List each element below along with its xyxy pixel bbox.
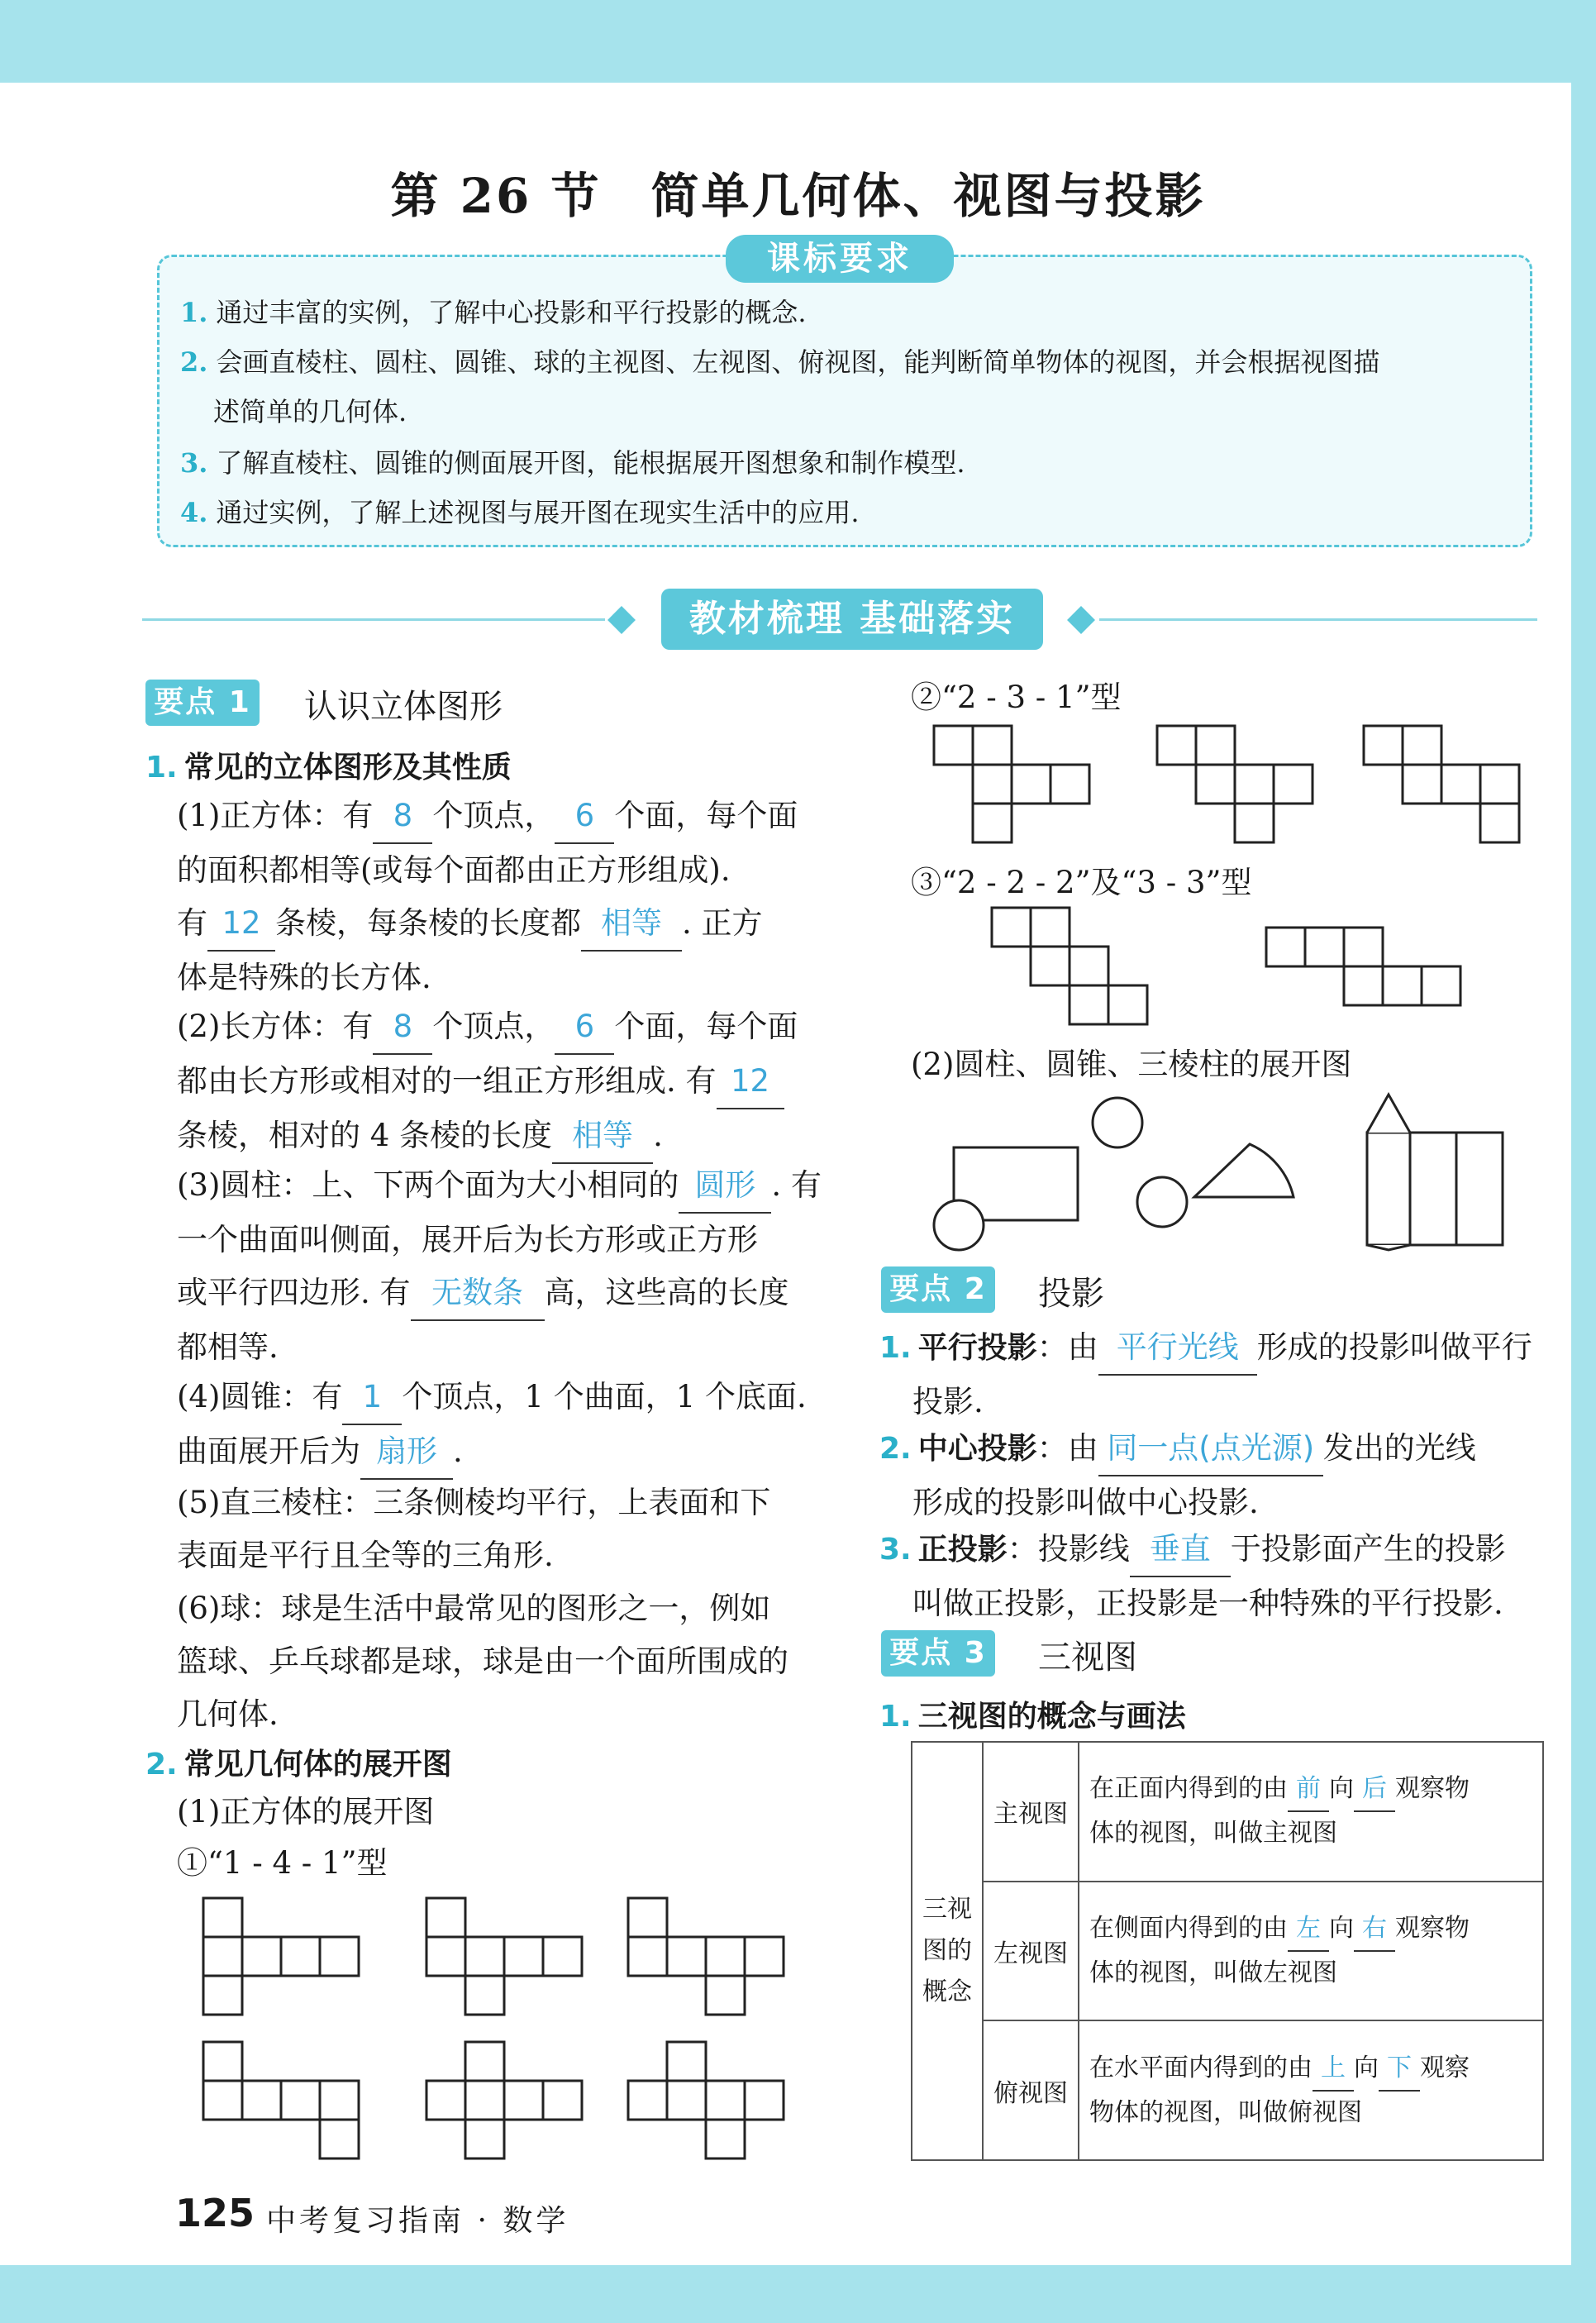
cube-net bbox=[1364, 726, 1519, 842]
cube-net bbox=[203, 1898, 359, 2015]
page-frame-top bbox=[0, 0, 1596, 83]
requirement-item: 1. 通过丰富的实例，了解中心投影和平行投影的概念. bbox=[180, 297, 807, 328]
table-view-name: 俯视图 bbox=[983, 2020, 1079, 2160]
keypoint-title-1: 认识立体图形 bbox=[304, 688, 503, 726]
divider-line bbox=[1099, 618, 1537, 621]
sphere-text: (6)球：球是生活中最常见的图形之一，例如 篮球、乒乓球都是球，球是由一个面所围成的 几何体. bbox=[177, 1591, 788, 1732]
cube-net bbox=[1266, 928, 1460, 1005]
table-view-desc: 在侧面内得到的由 左 向 右 观察物 体的视图，叫做左视图 bbox=[1079, 1882, 1543, 2021]
cube-nets-label: (1)正方体的展开图 bbox=[177, 1794, 435, 1829]
cube-text: (1)正方体：有 8 个顶点， 6 个面，每个面 的面积都相等(或每个面都由正方形组成). 有 12 条棱，每条棱的长度都 相等 . 正方 体是特殊的长方体. bbox=[177, 789, 822, 1004]
table-view-name: 主视图 bbox=[983, 1742, 1079, 1882]
cube-net bbox=[1157, 726, 1313, 842]
diamond-icon bbox=[1067, 606, 1095, 634]
other-nets-label: (2)圆柱、圆锥、三棱柱的展开图 bbox=[911, 1047, 1352, 1082]
cube-nets-222-figure bbox=[975, 904, 1488, 1037]
subsection-heading: 1. 常见的立体图形及其性质 bbox=[145, 751, 512, 785]
projection-item: 2. 中心投影：由 同一点(点光源) 发出的光线 形成的投影叫做中心投影. bbox=[879, 1422, 1557, 1529]
cube-nets-231-figure bbox=[926, 721, 1554, 853]
subsection-heading: 2. 常见几何体的展开图 bbox=[145, 1748, 452, 1782]
net-type-222-label: ③“2 - 2 - 2”及“3 - 3”型 bbox=[911, 865, 1252, 900]
table-view-desc: 在正面内得到的由 前 向 后 观察物 体的视图，叫做主视图 bbox=[1079, 1742, 1543, 1882]
cube-net bbox=[628, 1898, 784, 2015]
three-views-table bbox=[911, 1741, 1544, 2161]
cylinder-text: (3)圆柱：上、下两个面为大小相同的 圆形 . 有 一个曲面叫侧面，展开后为长方形或正方形 或平行四边形. 有 无数条 高，这些高的长度 都相等. bbox=[177, 1159, 822, 1374]
table-group-cell: 三视 图的 概念 bbox=[912, 1742, 983, 2160]
net-type-141-label: ①“1 - 4 - 1”型 bbox=[177, 1845, 388, 1881]
cube-net bbox=[992, 908, 1147, 1024]
page-title: 第 26 节 简单几何体、视图与投影 bbox=[390, 168, 1206, 224]
table-row bbox=[912, 1742, 1543, 1882]
keypoint-title-2: 投影 bbox=[1038, 1275, 1104, 1313]
page-number: 125 bbox=[175, 2191, 255, 2235]
keypoint-badge-2: 要点 2 bbox=[881, 1266, 995, 1313]
projection-item: 3. 正投影：投影线 垂直 于投影面产生的投影 叫做正投影，正投影是一种特殊的平行投影. bbox=[879, 1523, 1557, 1630]
cube-net bbox=[628, 2042, 784, 2158]
requirement-item: 2. 会画直棱柱、圆柱、圆锥、球的主视图、左视图、俯视图，能判断简单物体的视图，并会根据视图描 bbox=[180, 346, 1380, 378]
keypoint-title-3: 三视图 bbox=[1038, 1639, 1137, 1677]
requirement-item: 3. 了解直棱柱、圆锥的侧面展开图，能根据展开图想象和制作模型. bbox=[180, 447, 965, 479]
requirement-item-cont: 述简单的几何体. bbox=[213, 396, 407, 427]
cuboid-text: (2)长方体：有 8 个顶点， 6 个面，每个面 都由长方形或相对的一组正方形组成. 有 12 条棱，相对的 4 条棱的长度 相等 . bbox=[177, 1000, 822, 1164]
divider-line bbox=[142, 618, 605, 621]
cube-net bbox=[203, 2042, 359, 2158]
cone-net bbox=[1137, 1144, 1293, 1227]
table-view-name: 左视图 bbox=[983, 1882, 1079, 2021]
table-view-desc: 在水平面内得到的由 上 向 下 观察 物体的视图，叫做俯视图 bbox=[1079, 2020, 1543, 2160]
cube-nets-141-figure bbox=[198, 1893, 810, 2191]
keypoint-badge-3: 要点 3 bbox=[881, 1630, 995, 1677]
requirement-item: 4. 通过实例，了解上述视图与展开图在现实生活中的应用. bbox=[180, 497, 860, 528]
book-title: 中考复习指南 · 数学 bbox=[266, 2204, 569, 2238]
projection-item: 1. 平行投影：由 平行光线 形成的投影叫做平行 投影. bbox=[879, 1321, 1557, 1429]
cone-text: (4)圆锥：有 1 个顶点，1 个曲面，1 个底面. 曲面展开后为 扇形 . bbox=[177, 1371, 822, 1480]
section-badge: 教材梳理 基础落实 bbox=[661, 589, 1043, 650]
cube-net bbox=[426, 2042, 582, 2158]
subsection-heading: 1. 三视图的概念与画法 bbox=[879, 1700, 1186, 1734]
requirements-badge: 课标要求 bbox=[726, 235, 954, 283]
keypoint-badge-1: 要点 1 bbox=[145, 680, 260, 726]
net-type-231-label: ②“2 - 3 - 1”型 bbox=[911, 680, 1122, 715]
page-frame-bottom bbox=[0, 2265, 1596, 2323]
cylinder-net bbox=[934, 1098, 1142, 1250]
page-frame-right bbox=[1571, 0, 1596, 2323]
table-row bbox=[912, 1882, 1543, 2021]
table-row bbox=[912, 2020, 1543, 2160]
cube-net bbox=[934, 726, 1089, 842]
prism-text: (5)直三棱柱：三条侧棱均平行，上表面和下 表面是平行且全等的三角形. bbox=[177, 1485, 771, 1573]
cube-net bbox=[426, 1898, 582, 2015]
prism-net bbox=[1367, 1095, 1503, 1250]
diamond-icon bbox=[607, 606, 636, 634]
solid-nets-figure bbox=[926, 1091, 1554, 1257]
